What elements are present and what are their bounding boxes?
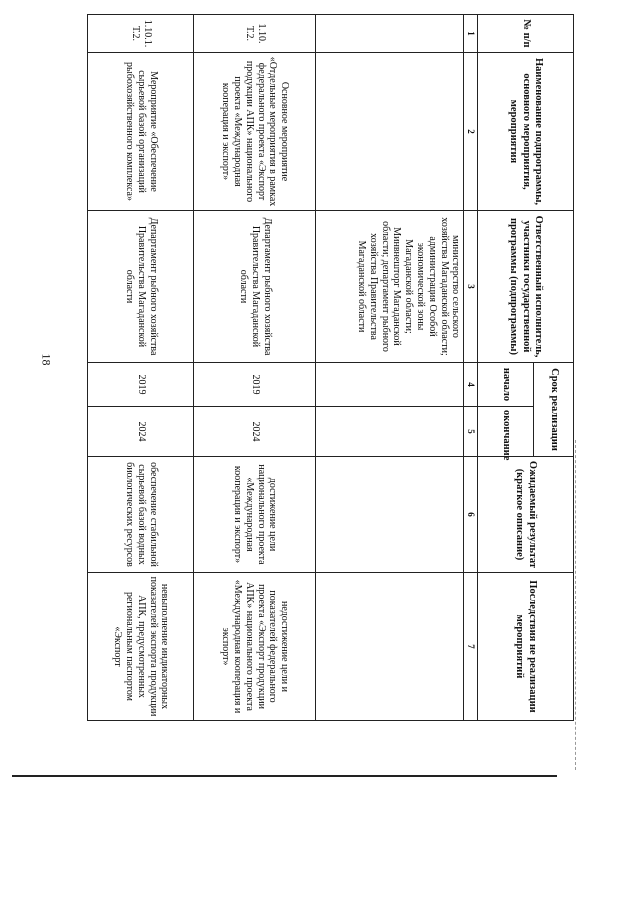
cell-num: 1.10. Т.2.	[194, 15, 316, 53]
table-row	[194, 15, 316, 721]
cell-name: Основное мероприятие «Отдельные мероприятия в рамках федерального проекта «Экспорт продукции АПК» национального проекта «Международная кооперация и экспорт»	[194, 53, 316, 211]
column-number: 3	[464, 211, 478, 363]
cell-name: Мероприятие «Обеспечение сырьевой базой организаций рыбохозяйственного комплекса»	[88, 53, 194, 211]
cell-start	[316, 363, 464, 407]
cell-consequences	[316, 573, 464, 721]
column-number-row	[464, 15, 478, 721]
column-number: 1	[464, 15, 478, 53]
column-number: 5	[464, 407, 478, 457]
cell-executor: Департамент рыбного хозяйства Правительства Магаданской области	[88, 211, 194, 363]
events-table	[87, 14, 574, 721]
page-number: 18	[39, 353, 54, 366]
rotated-table-sheet	[112, 14, 574, 720]
cell-executor: Департамент рыбного хозяйства Правительства Магаданской области	[194, 211, 316, 363]
header-name: Наименование подпрограммы, основного мероприятия, мероприятия	[478, 53, 574, 211]
header-start: начало	[478, 363, 534, 407]
header-end: окончание	[478, 407, 534, 457]
header-num: № п/п	[478, 15, 574, 53]
cell-expected	[316, 457, 464, 573]
cell-start: 2019	[194, 363, 316, 407]
cell-name	[316, 53, 464, 211]
cell-expected: достижение цели национального проекта «Международная кооперация и экспорт»	[194, 457, 316, 573]
header-executor: Ответственный исполнитель, участники государственной программы (подпрограммы)	[478, 211, 574, 363]
cell-consequences: недостижение цели и показателей федерального проекта «Экспорт продукции АПК» национального проекта «Международная кооперация и экспорт»	[194, 573, 316, 721]
column-number: 6	[464, 457, 478, 573]
header-expected: Ожидаемый результат (краткое описание)	[478, 457, 574, 573]
table-row	[88, 15, 194, 721]
header-period: Срок реализации	[534, 363, 574, 457]
table-row	[316, 15, 464, 721]
column-number: 2	[464, 53, 478, 211]
column-number: 4	[464, 363, 478, 407]
cell-executor: министерство сельского хозяйства Магаданской области; администрация Особой экономической зоны Магаданской области; Минвнешторг Магаданской области; департамент рыбного хозяйства Правительства Магаданской области	[316, 211, 464, 363]
cell-num	[316, 15, 464, 53]
header-row	[534, 15, 574, 721]
cell-consequences: невыполнение индикаторных показателей экспорта продукции АПК, предусмотренных региональным паспортом «Экспорт	[88, 573, 194, 721]
cell-start: 2019	[88, 363, 194, 407]
cell-end	[316, 407, 464, 457]
column-number: 7	[464, 573, 478, 721]
cell-end: 2024	[194, 407, 316, 457]
cell-num: 1.10.1. Т.2.	[88, 15, 194, 53]
header-consequences: Последствия не реализации мероприятий	[478, 573, 574, 721]
scan-rule-line	[12, 775, 557, 777]
cell-end: 2024	[88, 407, 194, 457]
cell-expected: обеспечение стабильной сырьевой базой водных биологических ресурсов	[88, 457, 194, 573]
scan-edge-line	[575, 440, 576, 770]
